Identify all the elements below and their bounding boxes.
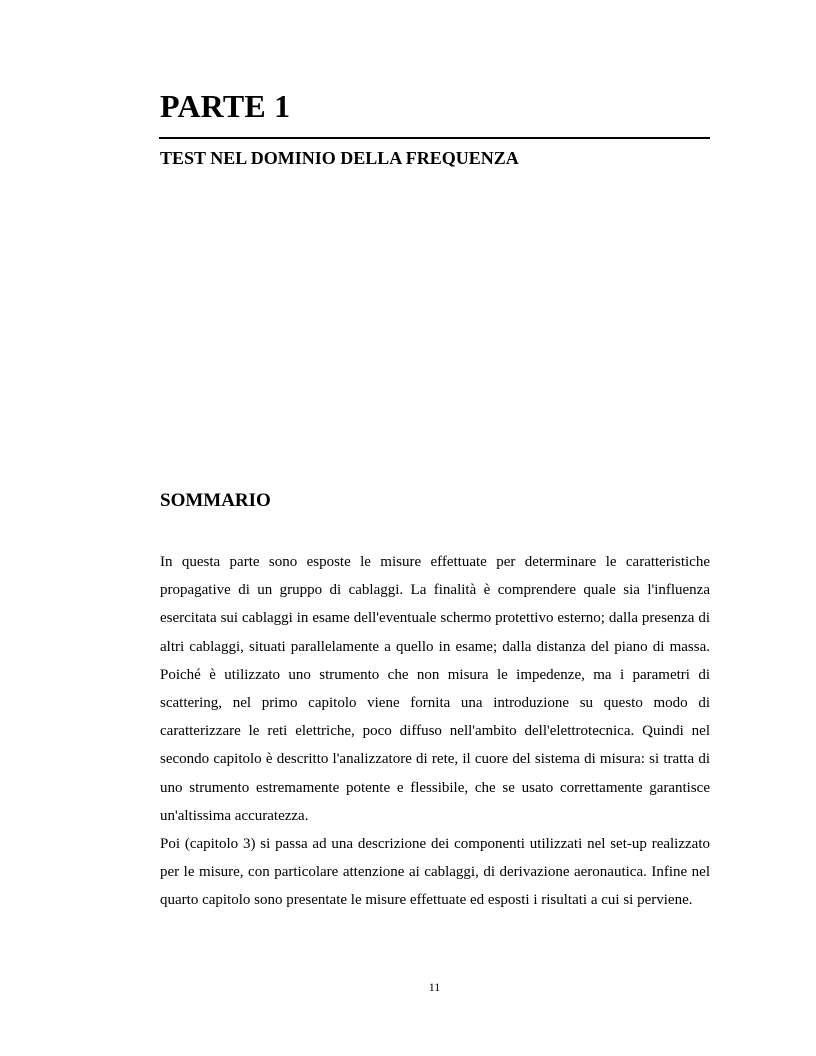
- part-subtitle: TEST NEL DOMINIO DELLA FREQUENZA: [160, 148, 519, 168]
- title-underline: [159, 137, 710, 139]
- section-title: SOMMARIO: [160, 490, 271, 511]
- summary-body: [160, 548, 710, 915]
- summary-paragraph-2: Poi (capitolo 3) si passa ad una descrizione dei componenti utilizzati nel set-up realizzato per le misure, con particolare attenzione ai cablaggi, di derivazione aeronautica. Infine nel quarto capitolo sono presentate le misure effettuate ed esposti i risultati a cui si perviene.: [160, 836, 710, 909]
- summary-paragraph-1: In questa parte sono esposte le misure effettuate per determinare le caratteristiche propagative di un gruppo di cablaggi. La finalità è comprendere quale sia l'influenza esercitata sui cablaggi in esame dell'eventuale schermo protettivo esterno; dalla presenza di altri cablaggi, situati parallelamente a quello in esame; dalla distanza del piano di massa. Poiché è utilizzato uno strumento che non misura le impedenze, ma i parametri di scattering, nel primo capitolo viene fornita una introduzione su questo modo di caratterizzare le reti elettriche, poco diffuso nell'ambito dell'elettrotecnica. Quindi nel secondo capitolo è descritto l'analizzatore di rete, il cuore del sistema di misura: si tratta di uno strumento estremamente potente e flessibile, che se usato correttamente garantisce un'altissima accuratezza.: [160, 554, 710, 824]
- page-number: 11: [428, 980, 441, 994]
- part-title: PARTE 1: [160, 88, 291, 124]
